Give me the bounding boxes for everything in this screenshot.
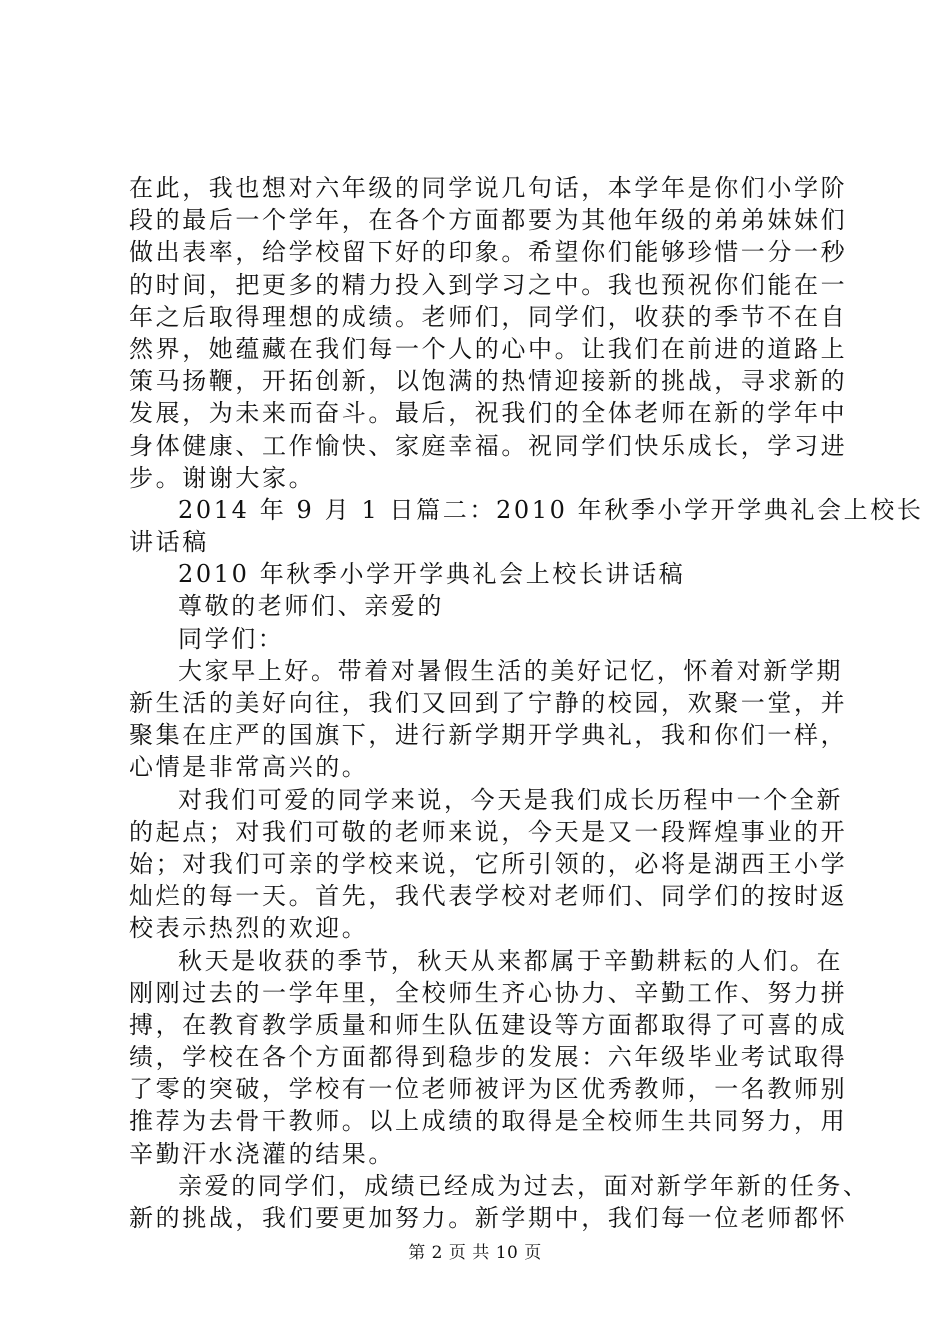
text-line: 始；对我们可亲的学校来说，它所引领的，必将是湖西王小学 [129, 849, 848, 878]
text-line: 刚刚过去的一学年里，全校师生齐心协力、辛勤工作、努力拼 [129, 978, 848, 1007]
page-number-footer: 第 2 页 共 10 页 [408, 1243, 542, 1263]
text-line: 搏，在教育教学质量和师生队伍建设等方面都取得了可喜的成 [129, 1010, 848, 1039]
text-line: 新生活的美好向往，我们又回到了宁静的校园，欢聚一堂，并 [129, 689, 848, 717]
salutation-line: 同学们： [178, 624, 285, 653]
text-line: 灿烂的每一天。首先，我代表学校对老师们、同学们的按时返 [129, 882, 848, 911]
text-line: 发展，为未来而奋斗。最后，祝我们的全体老师在新的学年中 [129, 399, 848, 428]
text-line: 的起点；对我们可敬的老师来说，今天是又一段辉煌事业的开 [129, 817, 848, 846]
text-line: 策马扬鞭，开拓创新，以饱满的热情迎接新的挑战，寻求新的 [129, 367, 848, 396]
text-line: 绩，学校在各个方面都得到稳步的发展：六年级毕业考试取得 [129, 1043, 848, 1072]
text-line: 新的挑战，我们要更加努力。新学期中，我们每一位老师都怀 [129, 1204, 848, 1232]
text-line: 的时间，把更多的精力投入到学习之中。我也预祝你们能在一 [129, 270, 848, 299]
text-line: 段的最后一个学年，在各个方面都要为其他年级的弟弟妹妹们 [129, 206, 848, 235]
document-body [129, 172, 924, 1234]
text-line: 聚集在庄严的国旗下，进行新学期开学典礼，我和你们一样， [129, 721, 848, 750]
salutation-line: 尊敬的老师们、亲爱的 [178, 592, 444, 621]
text-line: 做出表率，给学校留下好的印象。希望你们能够珍惜一分一秒 [129, 238, 848, 267]
text-line: 然界，她蕴藏在我们每一个人的心中。让我们在前进的道路上 [129, 334, 848, 363]
text-line: 步。谢谢大家。 [129, 463, 316, 492]
text-line: 推荐为去骨干教师。以上成绩的取得是全校师生共同努力，用 [129, 1107, 848, 1136]
text-line: 心情是非常高兴的。 [129, 753, 369, 782]
section-title: 2010 年秋季小学开学典礼会上校长讲话稿 [178, 560, 686, 589]
text-line: 身体健康、工作愉快、家庭幸福。祝同学们快乐成长，学习进 [129, 431, 848, 460]
text-line: 大家早上好。带着对暑假生活的美好记忆，怀着对新学期 [178, 656, 843, 685]
text-line: 讲话稿 [129, 528, 209, 557]
text-line: 亲爱的同学们，成绩已经成为过去，面对新学年新的任务、 [178, 1171, 870, 1200]
text-line: 秋天是收获的季节，秋天从来都属于辛勤耕耘的人们。在 [178, 946, 843, 975]
text-line: 2014 年 9 月 1 日篇二：2010 年秋季小学开学典礼会上校长 [178, 495, 924, 524]
text-line: 对我们可爱的同学来说，今天是我们成长历程中一个全新 [178, 785, 843, 814]
text-line: 了零的突破，学校有一位老师被评为区优秀教师，一名教师别 [129, 1075, 848, 1104]
text-line: 年之后取得理想的成绩。老师们，同学们，收获的季节不在自 [129, 302, 848, 331]
text-line: 辛勤汗水浇灌的结果。 [129, 1139, 395, 1168]
text-line: 校表示热烈的欢迎。 [129, 914, 369, 943]
text-line: 在此，我也想对六年级的同学说几句话，本学年是你们小学阶 [129, 174, 848, 202]
